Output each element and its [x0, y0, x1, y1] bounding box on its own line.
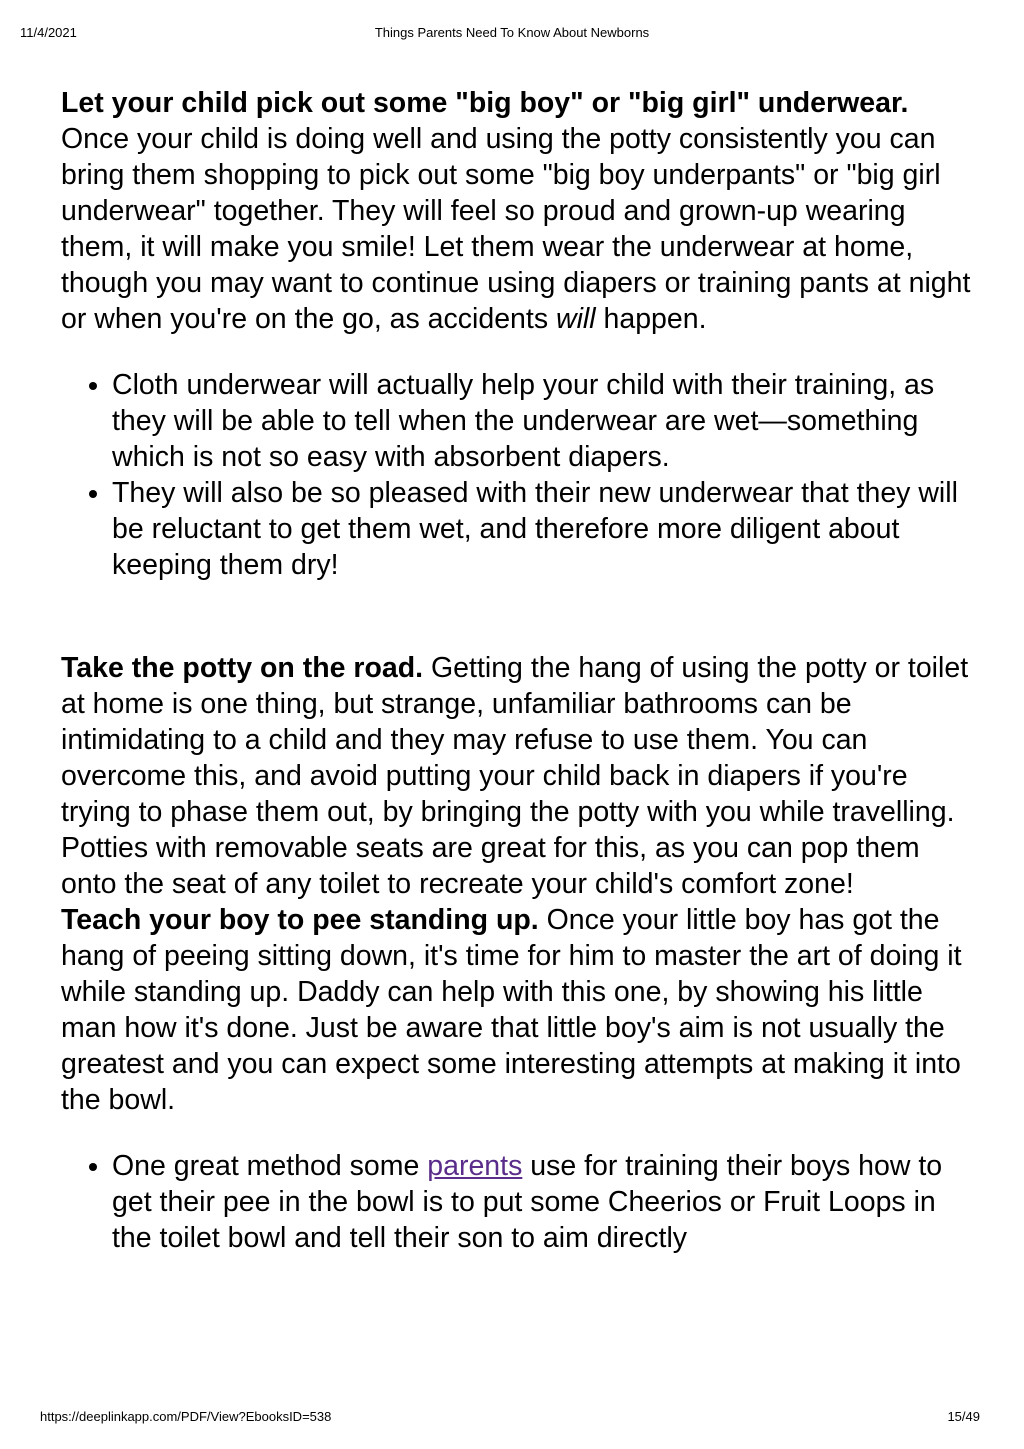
- list-item: [112, 1148, 973, 1256]
- underwear-text-end: happen.: [595, 303, 707, 335]
- standing-heading: Teach your boy to pee standing up.: [61, 904, 539, 936]
- underwear-emphasis: will: [556, 303, 596, 335]
- list-item: • They will also be so pleased with their new underwear that they will be reluctant to get them wet, and therefore more diligent about keeping them dry!: [112, 475, 973, 583]
- underwear-text: Once your child is doing well and using the potty consistently you can bring them shopping to pick out some "big boy underpants" or "big girl underwear" together. They will feel so proud and grown-up wearing them, it will make you smile! Let them wear the underwear at home, though you may want to continue using diapers or training pants at night or when you're on the go, as accidents: [61, 123, 971, 335]
- standing-text: Once your little boy has got the hang of peeing sitting down, it's time for him to master the art of doing it while standing up. Daddy can help with this one, by showing his little man how it's done. Just be aware that little boy's aim is not usually the greatest and you can expect some interesting attempts at making it into the bowl.: [61, 904, 962, 1116]
- road-heading: Take the potty on the road.: [61, 652, 424, 684]
- road-text: Getting the hang of using the potty or toilet at home is one thing, but strange, unfamiliar bathrooms can be intimidating to a child and they may refuse to use them. You can overcome this, and avoid putting your child back in diapers if you're trying to phase them out, by bringing the potty with you while travelling. Potties with removable seats are great for this, as you can pop them onto the seat of any toilet to recreate your child's comfort zone!: [61, 652, 969, 900]
- road-paragraph: [61, 650, 973, 902]
- page-number: 15/49: [947, 1409, 980, 1424]
- parents-link[interactable]: parents: [427, 1150, 523, 1182]
- print-title: Things Parents Need To Know About Newborns: [374, 25, 650, 40]
- print-date: 11/4/2021: [20, 25, 77, 40]
- print-url: https://deeplinkapp.com/PDF/View?EbooksID=538: [40, 1409, 332, 1424]
- article-content: [61, 85, 973, 1256]
- standing-paragraph: [61, 902, 973, 1118]
- bullet-text: One great method some: [112, 1150, 428, 1182]
- underwear-paragraph: [61, 85, 973, 337]
- standing-bullet-list: [61, 1148, 973, 1256]
- bullet-text-end: use for training their boys how to get their pee in the bowl is to put some Cheerios or Fruit Loops in the toilet bowl and tell their son to aim directly: [112, 1150, 943, 1254]
- print-header: [0, 25, 1024, 41]
- print-footer: [0, 1409, 1024, 1425]
- underwear-bullet-list: [61, 367, 973, 583]
- list-item: • Cloth underwear will actually help your child with their training, as they will be able to tell when the underwear are wet—something which is not so easy with absorbent diapers.: [112, 367, 973, 475]
- underwear-heading: Let your child pick out some "big boy" or "big girl" underwear.: [61, 87, 909, 119]
